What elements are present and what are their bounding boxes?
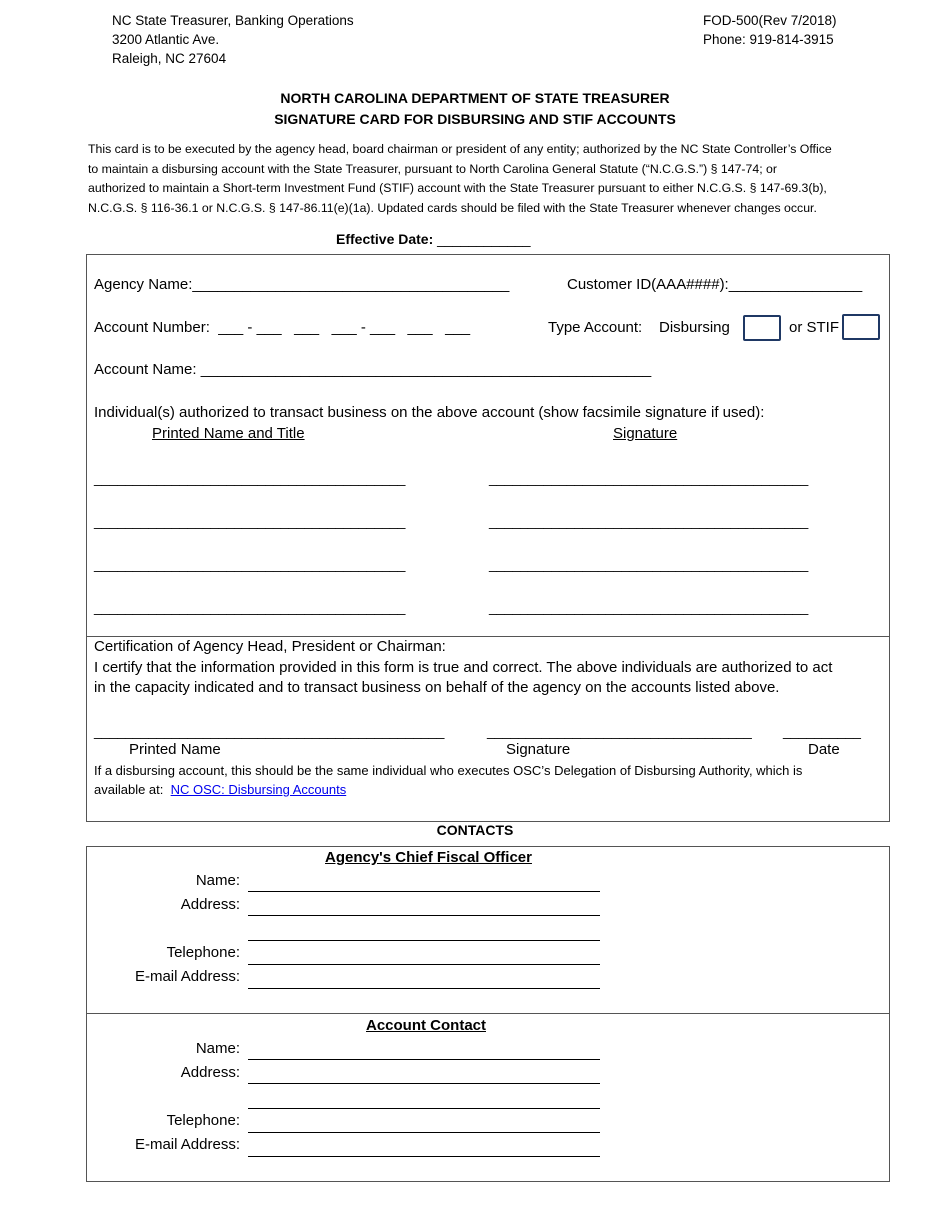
contact-email-field[interactable] xyxy=(248,1156,600,1157)
col-signature: Signature xyxy=(613,425,678,442)
signature-field-1[interactable]: _________________________________________ xyxy=(489,470,809,486)
cfo-address-label: Address: xyxy=(180,896,240,913)
form-id: FOD-500(Rev 7/2018) xyxy=(703,13,837,28)
cert-signature-field[interactable]: __________________________________ xyxy=(487,723,752,739)
contact-telephone-field[interactable] xyxy=(248,1132,600,1133)
printed-name-field-4[interactable]: ________________________________________ xyxy=(94,599,406,615)
section-divider xyxy=(86,636,890,637)
cfo-email-field[interactable] xyxy=(248,988,600,989)
account-name-label: Account Name: xyxy=(94,361,197,378)
agency-name-field[interactable]: ______________________________________ xyxy=(192,276,510,293)
type-account-label: Type Account: xyxy=(548,319,643,336)
cfo-telephone-label: Telephone: xyxy=(166,944,240,961)
printed-name-field-3[interactable]: ________________________________________ xyxy=(94,556,406,572)
account-contact-title: Account Contact xyxy=(366,1017,486,1034)
cert-signature-label: Signature xyxy=(506,741,571,758)
effective-date-field[interactable]: ____________ xyxy=(437,231,531,247)
contact-address-label: Address: xyxy=(180,1064,240,1081)
contact-address-field-2[interactable] xyxy=(248,1108,600,1109)
account-number-field[interactable]: ___ - ___ ___ ___ - ___ ___ ___ xyxy=(218,319,471,336)
effective-date[interactable] xyxy=(336,231,531,247)
contact-name-label: Name: xyxy=(195,1040,240,1057)
cfo-name-field[interactable] xyxy=(248,891,600,892)
disbursing-checkbox[interactable] xyxy=(743,315,781,341)
org-street: 3200 Atlantic Ave. xyxy=(112,32,220,47)
cert-printed-name-field[interactable]: _____________________________________________ xyxy=(94,723,445,739)
contact-telephone-label: Telephone: xyxy=(166,1112,240,1129)
account-number-label: Account Number: xyxy=(94,319,210,336)
agency-name-row[interactable] xyxy=(94,276,509,293)
signature-field-2[interactable]: _________________________________________ xyxy=(489,513,809,529)
account-name-row[interactable] xyxy=(94,361,651,378)
org-name: NC State Treasurer, Banking Operations xyxy=(112,13,354,28)
certification-text-1: I certify that the information provided in this form is true and correct. The above individuals are authorized to act xyxy=(94,659,833,676)
cfo-address-field-2[interactable] xyxy=(248,940,600,941)
authorized-text: Individual(s) authorized to transact business on the above account (show facsimile signature if used): xyxy=(94,404,765,421)
cfo-address-field-1[interactable] xyxy=(248,915,600,916)
org-city: Raleigh, NC 27604 xyxy=(112,51,227,66)
contacts-heading: CONTACTS xyxy=(436,822,514,838)
available-at-label: available at: xyxy=(94,782,164,797)
signature-field-4[interactable]: _________________________________________ xyxy=(489,599,809,615)
certification-text-2: in the capacity indicated and to transact business on behalf of the agency on the accounts listed above. xyxy=(94,679,780,696)
page-subtitle: SIGNATURE CARD FOR DISBURSING AND STIF ACCOUNTS xyxy=(274,111,676,127)
intro-line-3: authorized to maintain a Short-term Investment Fund (STIF) account with the State Treasurer pursuant to either N.C.G.S. § 147-69.3(b), xyxy=(88,181,827,195)
stif-checkbox[interactable] xyxy=(842,314,880,340)
col-printed-name: Printed Name and Title xyxy=(152,425,305,442)
certification-heading: Certification of Agency Head, President or Chairman: xyxy=(94,638,446,655)
contact-name-field[interactable] xyxy=(248,1059,600,1060)
intro-line-2: to maintain a disbursing account with the State Treasurer, pursuant to North Carolina General Statute (“N.C.G.S.”) § 147-74; or xyxy=(88,161,777,176)
account-name-field[interactable]: ______________________________________________________ xyxy=(200,361,652,378)
account-number-row[interactable] xyxy=(94,319,470,336)
agency-name-label: Agency Name: xyxy=(94,276,193,293)
cert-date-field[interactable]: __________ xyxy=(783,723,861,739)
cfo-telephone-field[interactable] xyxy=(248,964,600,965)
cert-printed-name-label: Printed Name xyxy=(129,741,221,758)
stif-label: or STIF xyxy=(789,319,840,336)
disbursing-note-2 xyxy=(94,782,346,797)
intro-line-1: This card is to be executed by the agency head, board chairman or president of any entity; authorized by the NC State Controller’s Office xyxy=(88,142,832,156)
intro-line-4: N.C.G.S. § 116-36.1 or N.C.G.S. § 147-86.11(e)(1a). Updated cards should be filed with the State Treasurer whenever changes occur. xyxy=(88,200,817,215)
contact-email-label: E-mail Address: xyxy=(134,1136,240,1153)
effective-date-label: Effective Date: xyxy=(336,231,434,247)
disbursing-label: Disbursing xyxy=(659,319,730,336)
contacts-divider xyxy=(86,1013,890,1014)
cfo-title: Agency's Chief Fiscal Officer xyxy=(325,849,532,866)
printed-name-field-2[interactable]: ________________________________________ xyxy=(94,513,406,529)
signature-field-3[interactable]: _________________________________________ xyxy=(489,556,809,572)
cert-date-label: Date xyxy=(808,741,840,758)
disbursing-note: If a disbursing account, this should be the same individual who executes OSC’s Delegation of Disbursing Authority, which is xyxy=(94,763,803,778)
page-title: NORTH CAROLINA DEPARTMENT OF STATE TREASURER xyxy=(280,90,670,106)
contact-address-field-1[interactable] xyxy=(248,1083,600,1084)
cfo-name-label: Name: xyxy=(195,872,240,889)
customer-id-row[interactable] xyxy=(567,276,862,293)
customer-id-label: Customer ID(AAA####): xyxy=(567,276,729,293)
phone: Phone: 919-814-3915 xyxy=(703,32,834,47)
osc-disbursing-link[interactable]: NC OSC: Disbursing Accounts xyxy=(170,782,347,797)
customer-id-field[interactable]: ________________ xyxy=(728,276,863,293)
printed-name-field-1[interactable]: ________________________________________ xyxy=(94,470,406,486)
cfo-email-label: E-mail Address: xyxy=(134,968,240,985)
